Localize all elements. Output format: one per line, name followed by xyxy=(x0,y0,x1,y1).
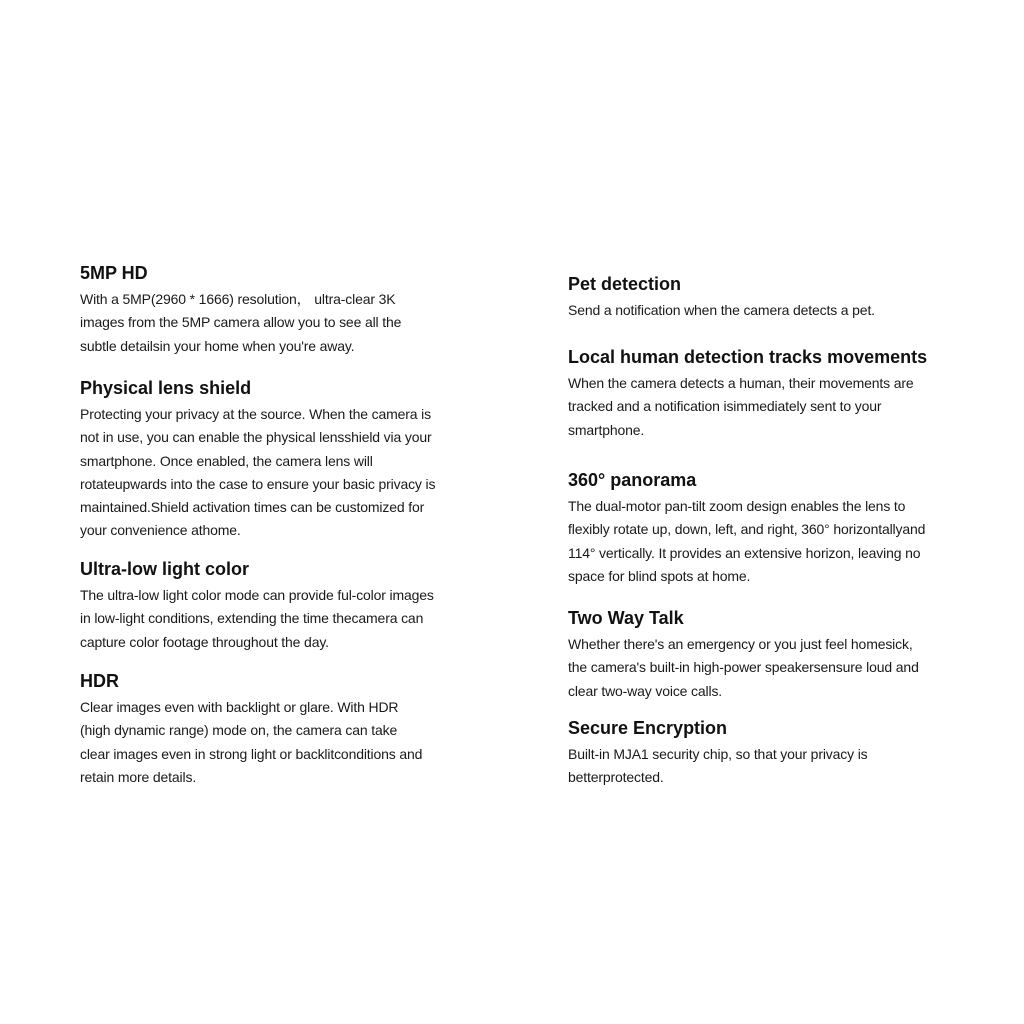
feature-title: Pet detection xyxy=(568,274,682,294)
description-line: Clear images even with backlight or glare. With HDR xyxy=(80,699,399,715)
feature-physical-lens-shield xyxy=(80,377,480,543)
description-line: Protecting your privacy at the source. When the camera is xyxy=(80,406,431,422)
feature-description xyxy=(568,372,968,442)
feature-secure-encryption xyxy=(568,717,968,790)
feature-5mp-hd xyxy=(80,262,480,358)
feature-description xyxy=(80,696,480,789)
description-line: smartphone. xyxy=(568,421,645,438)
description-line: retain more details. xyxy=(80,768,197,785)
feature-title: Two Way Talk xyxy=(568,608,684,628)
feature-description xyxy=(568,495,968,588)
feature-title: 360° panorama xyxy=(568,470,697,490)
description-line: (high dynamic range) mode on, the camera can take xyxy=(80,722,398,739)
feature-ultra-low-light-color xyxy=(80,558,480,654)
feature-description xyxy=(80,288,480,358)
description-line: images from the 5MP camera allow you to see all the xyxy=(80,314,402,331)
description-line: 114° vertically. It provides an extensive horizon, leaving no xyxy=(568,544,921,561)
description-line: When the camera detects a human, their movements are xyxy=(568,375,914,391)
feature-hdr xyxy=(80,670,480,789)
feature-description xyxy=(568,633,968,703)
description-line: clear two-way voice calls. xyxy=(568,682,723,699)
description-line: betterprotected. xyxy=(568,769,664,786)
description-line: maintained.Shield activation times can be customized for xyxy=(80,499,425,516)
feature-description xyxy=(80,403,480,543)
feature-title: 5MP HD xyxy=(80,263,148,283)
description-line: Built-in MJA1 security chip, so that your privacy is xyxy=(568,746,868,762)
description-line: smartphone. Once enabled, the camera lens will xyxy=(80,452,373,469)
description-line: rotateupwards into the case to ensure your basic privacy is xyxy=(80,475,436,492)
description-line: With a 5MP(2960 * 1666) resolution， ultra-clear 3K xyxy=(80,291,396,307)
description-line: your convenience athome. xyxy=(80,522,241,539)
description-line: in low-light conditions, extending the time thecamera can xyxy=(80,610,424,627)
description-line: flexibly rotate up, down, left, and right, 360° horizontallyand xyxy=(568,521,926,538)
description-line: The ultra-low light color mode can provide ful-color images xyxy=(80,587,434,603)
description-line: The dual-motor pan-tilt zoom design enables the lens to xyxy=(568,498,906,514)
description-line: Send a notification when the camera detects a pet. xyxy=(568,302,875,318)
feature-title: HDR xyxy=(80,671,119,691)
description-line: capture color footage throughout the day. xyxy=(80,633,329,650)
description-line: not in use, you can enable the physical lensshield via your xyxy=(80,429,432,446)
description-line: subtle detailsin your home when you're away. xyxy=(80,337,355,354)
feature-pet-detection xyxy=(568,273,968,322)
feature-title: Local human detection tracks movements xyxy=(568,347,928,367)
description-line: space for blind spots at home. xyxy=(568,567,751,584)
feature-description xyxy=(80,584,480,654)
feature-description xyxy=(568,299,968,322)
feature-title: Physical lens shield xyxy=(80,378,252,398)
description-line: Whether there's an emergency or you just feel homesick, xyxy=(568,636,913,652)
feature-two-way-talk xyxy=(568,607,968,703)
feature-title: Secure Encryption xyxy=(568,718,728,738)
description-line: tracked and a notification isimmediately sent to your xyxy=(568,398,882,415)
feature-360-panorama xyxy=(568,469,968,588)
description-line: the camera's built-in high-power speakersensure loud and xyxy=(568,659,919,676)
feature-description xyxy=(568,743,968,790)
description-line: clear images even in strong light or backlitconditions and xyxy=(80,745,423,762)
feature-human-detection xyxy=(568,346,968,442)
feature-title: Ultra-low light color xyxy=(80,559,249,579)
